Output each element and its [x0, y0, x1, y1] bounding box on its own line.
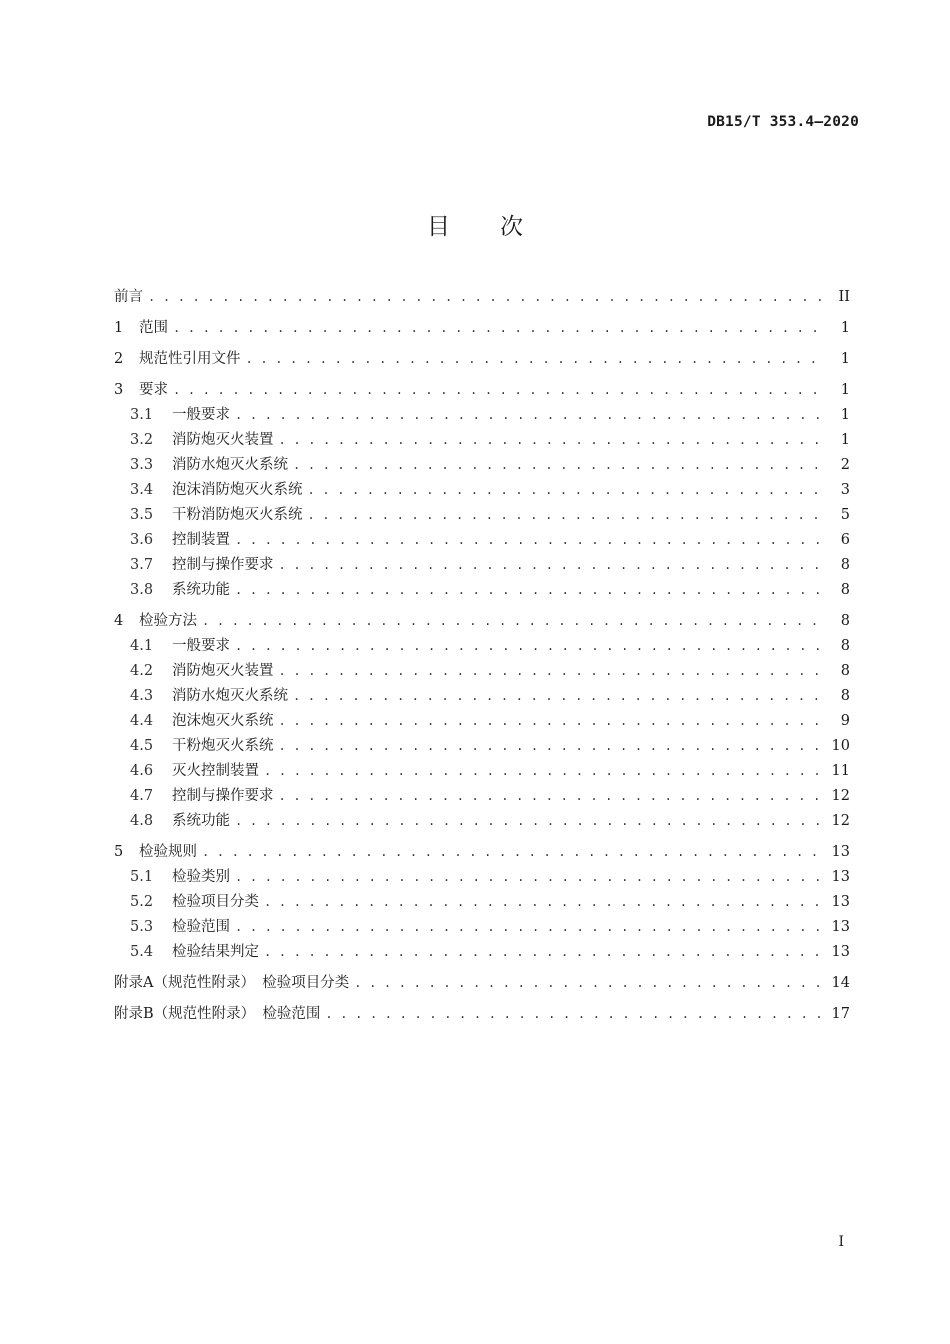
toc-entry-page: 8: [840, 613, 850, 629]
toc-entry-title: 干粉炮灭火系统: [172, 738, 274, 754]
toc-entry-page: 8: [840, 638, 850, 654]
toc-entry-page: 5: [840, 507, 850, 523]
toc-entry-number: 5.2: [130, 894, 154, 910]
toc-entry[interactable]: [114, 347, 850, 372]
toc-entry-number: 4: [114, 613, 124, 629]
toc-dot-leader: [308, 478, 828, 503]
toc-entry-number: 3.3: [130, 457, 154, 473]
toc-entry[interactable]: [114, 659, 850, 684]
toc-entry-title: 消防水炮灭火系统: [172, 688, 288, 704]
toc-entry-page: 10: [831, 738, 850, 754]
toc-dot-leader: [235, 634, 827, 659]
toc-entry-title: 检验结果判定: [172, 944, 259, 960]
toc-entry-title: 附录B（规范性附录） 检验范围: [114, 1006, 321, 1022]
toc-entry-page: 1: [840, 407, 850, 423]
toc-entry[interactable]: [114, 634, 850, 659]
toc-dot-leader: [279, 784, 827, 809]
toc-entry-page: 14: [831, 975, 850, 991]
toc-entry-page: 3: [840, 482, 850, 498]
toc-entry[interactable]: [114, 890, 850, 915]
toc-entry-number: 3.4: [130, 482, 154, 498]
document-code: DB15/T 353.4—2020: [707, 114, 859, 130]
toc-entry-number: 5.4: [130, 944, 154, 960]
toc-entry-title: 附录A（规范性附录） 检验项目分类: [114, 975, 350, 991]
toc-entry-title: 系统功能: [172, 582, 230, 598]
toc-entry-page: 8: [840, 557, 850, 573]
toc-title: 目次: [427, 214, 573, 240]
toc-entry-number: 4.7: [130, 788, 154, 804]
toc-entry-title: 系统功能: [172, 813, 230, 829]
toc-entry-number: 4.3: [130, 688, 154, 704]
toc-entry[interactable]: [114, 709, 850, 734]
toc-entry-title: 灭火控制装置: [172, 763, 259, 779]
toc-dot-leader: [202, 609, 827, 634]
toc-entry[interactable]: [114, 734, 850, 759]
toc-entry-page: 1: [840, 351, 850, 367]
toc-entry-page: 1: [840, 320, 850, 336]
toc-entry-title: 消防水炮灭火系统: [172, 457, 288, 473]
toc-entry-number: 4.6: [130, 763, 154, 779]
toc-entry-number: 4.8: [130, 813, 154, 829]
toc-dot-leader: [279, 734, 827, 759]
toc-entry-number: 5.3: [130, 919, 154, 935]
toc-dot-leader: [235, 403, 827, 428]
toc-entry-page: 1: [840, 432, 850, 448]
toc-entry[interactable]: [114, 940, 850, 965]
toc-entry-page: 12: [831, 788, 850, 804]
toc-entry-number: 4.2: [130, 663, 154, 679]
toc-dot-leader: [235, 915, 827, 940]
toc-entry[interactable]: [114, 428, 850, 453]
toc-dot-leader: [308, 503, 828, 528]
toc-entry-title: 检验规则: [139, 844, 197, 860]
toc-dot-leader: [148, 285, 827, 310]
toc-entry-title: 检验项目分类: [172, 894, 259, 910]
toc-dot-leader: [279, 709, 828, 734]
toc-entry-title: 消防炮灭火装置: [172, 432, 274, 448]
toc-entry-page: 9: [840, 713, 850, 729]
toc-dot-leader: [235, 865, 827, 890]
toc-entry-number: 3: [114, 382, 124, 398]
toc-dot-leader: [325, 1002, 826, 1027]
toc-entry[interactable]: [114, 915, 850, 940]
toc-dot-leader: [293, 684, 827, 709]
toc-entry-title: 泡沫炮灭火系统: [172, 713, 274, 729]
toc-entry[interactable]: [114, 784, 850, 809]
toc-entry[interactable]: [114, 378, 850, 403]
toc-entry[interactable]: [114, 316, 850, 341]
toc-entry-title: 前言: [114, 289, 143, 305]
toc-entry-number: 3.7: [130, 557, 154, 573]
toc-entry[interactable]: [114, 403, 850, 428]
toc-entry-number: 3.1: [130, 407, 154, 423]
toc-entry[interactable]: [114, 609, 850, 634]
toc-entry-title: 要求: [139, 382, 168, 398]
toc-entry-number: 4.5: [130, 738, 154, 754]
toc-entry-title: 一般要求: [172, 407, 230, 423]
toc-entry[interactable]: [114, 285, 850, 310]
toc-dot-leader: [293, 453, 827, 478]
toc-entry[interactable]: [114, 840, 850, 865]
toc-dot-leader: [354, 971, 826, 996]
toc-entry[interactable]: [114, 528, 850, 553]
toc-dot-leader: [235, 809, 827, 834]
toc-entry-page: 13: [831, 869, 850, 885]
toc-entry-page: 8: [840, 688, 850, 704]
toc-entry-number: 3.8: [130, 582, 154, 598]
toc-entry-number: 4.4: [130, 713, 154, 729]
toc-entry-title: 一般要求: [172, 638, 230, 654]
toc-entry-number: 3.5: [130, 507, 154, 523]
toc-entry-page: II: [838, 289, 850, 305]
toc-dot-leader: [264, 759, 827, 784]
toc-entry-page: 6: [840, 532, 850, 548]
toc-entry-title: 检验类别: [172, 869, 230, 885]
toc-entry[interactable]: [114, 578, 850, 603]
toc-entry-page: 17: [831, 1006, 850, 1022]
toc-entry-page: 8: [840, 663, 850, 679]
page-number: I: [838, 1234, 844, 1250]
toc-entry-page: 2: [840, 457, 850, 473]
toc-entry-number: 4.1: [130, 638, 154, 654]
toc-dot-leader: [202, 840, 827, 865]
toc-entry-page: 13: [831, 844, 850, 860]
toc-entry-page: 13: [831, 944, 850, 960]
toc-entry-page: 13: [831, 919, 850, 935]
toc-dot-leader: [235, 578, 827, 603]
toc-entry-page: 8: [840, 582, 850, 598]
toc-entry[interactable]: [114, 809, 850, 834]
toc-entry-title: 干粉消防炮灭火系统: [172, 507, 303, 523]
toc-dot-leader: [235, 528, 827, 553]
toc-dot-leader: [264, 940, 827, 965]
toc-dot-leader: [264, 890, 827, 915]
toc-dot-leader: [173, 378, 827, 403]
toc-entry[interactable]: [114, 503, 850, 528]
toc-dot-leader: [279, 553, 828, 578]
table-of-contents: [114, 285, 850, 1027]
toc-entry-number: 1: [114, 320, 124, 336]
toc-entry-page: 1: [840, 382, 850, 398]
toc-entry-number: 2: [114, 351, 124, 367]
toc-entry[interactable]: [114, 759, 850, 784]
toc-entry[interactable]: [114, 971, 850, 996]
toc-entry-title: 检验方法: [139, 613, 197, 629]
toc-entry[interactable]: [114, 865, 850, 890]
toc-entry[interactable]: [114, 684, 850, 709]
toc-entry-title: 泡沫消防炮灭火系统: [172, 482, 303, 498]
toc-dot-leader: [279, 659, 828, 684]
toc-dot-leader: [173, 316, 827, 341]
toc-entry-number: 3.2: [130, 432, 154, 448]
toc-entry-title: 消防炮灭火装置: [172, 663, 274, 679]
toc-entry-title: 范围: [139, 320, 168, 336]
toc-entry-number: 3.6: [130, 532, 154, 548]
toc-entry-page: 13: [831, 894, 850, 910]
toc-entry-title: 检验范围: [172, 919, 230, 935]
toc-entry-page: 12: [831, 813, 850, 829]
toc-entry-title: 控制装置: [172, 532, 230, 548]
toc-entry-title: 控制与操作要求: [172, 557, 274, 573]
toc-entry-number: 5.1: [130, 869, 154, 885]
toc-entry[interactable]: [114, 478, 850, 503]
toc-dot-leader: [246, 347, 828, 372]
toc-entry-page: 11: [831, 763, 850, 779]
toc-entry-title: 规范性引用文件: [139, 351, 241, 367]
toc-entry[interactable]: [114, 453, 850, 478]
toc-entry[interactable]: [114, 553, 850, 578]
toc-entry[interactable]: [114, 1002, 850, 1027]
toc-entry-number: 5: [114, 844, 124, 860]
toc-dot-leader: [279, 428, 828, 453]
toc-entry-title: 控制与操作要求: [172, 788, 274, 804]
